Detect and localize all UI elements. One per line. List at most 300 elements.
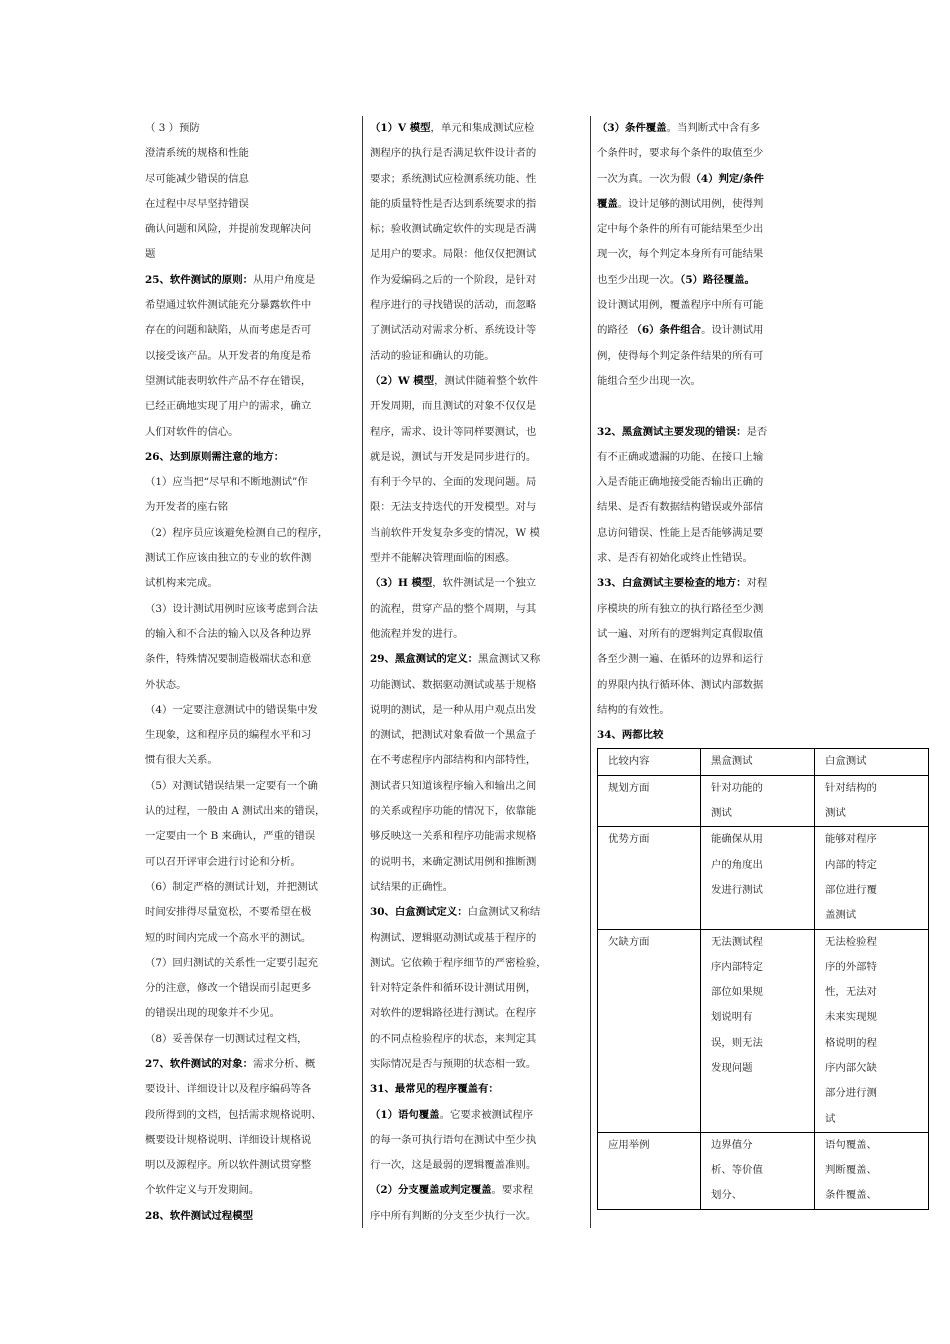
body-text: 的界限内执行循环体、测试内部数据 [597, 678, 764, 691]
text-line [370, 951, 584, 976]
body-text: 需求分析、概 [252, 1057, 316, 1070]
body-text: 功能测试、数据驱动测试或基于规格 [370, 678, 537, 691]
text-line [145, 293, 357, 318]
text-line [597, 546, 937, 571]
body-text: （ 3 ）预防 [145, 122, 200, 134]
header-label: 黑盒测试 [711, 755, 753, 768]
cell-text: 能够对程序 [825, 833, 877, 846]
text-line [145, 951, 357, 976]
body-text: （3）设计测试用例时应该考虑到合法 [145, 602, 318, 615]
body-text: 希望通过软件测试能充分暴露软件中 [145, 299, 312, 312]
cell-text: 测试 [711, 807, 732, 820]
text-line [145, 394, 357, 419]
body-text: 的关系或程序功能的情况下，依靠能 [370, 805, 537, 818]
cell-text: 发进行测试 [711, 883, 763, 896]
table-body [598, 775, 929, 1209]
text-line [370, 116, 584, 141]
body-text: （6）制定严格的测试计划，并把测试 [145, 880, 318, 893]
text-line [145, 1052, 357, 1077]
text-line [597, 167, 937, 192]
body-text: 结构的有效性。 [597, 703, 670, 716]
body-text: 程序，需求、设计等同样要测试，也 [370, 425, 537, 438]
table-header-cell [701, 749, 815, 775]
cell-text: 试 [825, 1112, 836, 1125]
body-text: 测程序的执行是否满足软件设计者的 [370, 147, 537, 160]
text-line [597, 116, 937, 141]
body-text: 为开发者的座右铭 [145, 501, 229, 514]
text-line [370, 420, 584, 445]
table-cell [815, 1132, 929, 1209]
body-text: 的错误出现的现象并不少见。 [145, 1007, 281, 1020]
body-text: 时间安排得尽量宽松，不要希望在极 [145, 906, 312, 919]
body-text: 个条件时，要求每个条件的取值至少 [597, 147, 764, 160]
body-text: ，单元和集成测试应检 [430, 122, 535, 134]
text-line [145, 521, 357, 546]
body-text: 限：无法支持迭代的开发模型。对与 [370, 501, 537, 514]
text-line [370, 875, 584, 900]
text-line [597, 217, 937, 242]
text-line [145, 192, 357, 217]
text-line [597, 495, 937, 520]
text-line [370, 445, 584, 470]
text-line [370, 673, 584, 698]
text-line [145, 445, 357, 470]
body-text: 对程 [746, 577, 768, 590]
cell-text: 部位如果规 [711, 986, 763, 999]
body-text: （7）回归测试的关系性一定要引起充 [145, 956, 318, 969]
text-line [370, 1128, 584, 1153]
table-header-cell [598, 749, 701, 775]
cell-text: 语句覆盖、 [825, 1138, 877, 1151]
cell-text: 判断覆盖、 [825, 1164, 877, 1177]
text-line [145, 647, 357, 672]
body-text: 惯有很大关系。 [145, 754, 218, 767]
text-line [145, 824, 357, 849]
text-line [597, 242, 937, 267]
body-text: 。设计足够的测试用例，使得判 [617, 197, 764, 210]
text-line [145, 571, 357, 596]
body-text: 黑盒测试又称 [477, 653, 541, 666]
table-cell [701, 827, 815, 929]
body-text: 活动的验证和确认的功能。 [370, 349, 495, 362]
text-line [370, 647, 584, 672]
heading-text: 33、白盒测试主要检查的地方： [597, 577, 747, 590]
text-line [370, 1052, 584, 1077]
cell-text: 针对结构的 [825, 781, 877, 794]
body-text: 行一次，这是最弱的逻辑覆盖准则。 [370, 1159, 537, 1172]
body-text: 题 [145, 248, 156, 261]
cell-text: 测试 [825, 807, 846, 820]
header-label: 白盒测试 [825, 755, 867, 768]
body-text: 望测试能表明软件产品不存在错误， [145, 374, 312, 387]
cell-text: 未来实现规 [825, 1011, 877, 1024]
body-text: 段所得到的文档，包括需求规格说明、 [145, 1108, 322, 1121]
text-line [145, 116, 357, 141]
text-line [145, 673, 357, 698]
body-text: 一定要由一个 B 来确认，严重的错误 [145, 830, 316, 843]
table-cell [701, 1132, 815, 1209]
heading-text: 26、达到原则需注意的地方： [145, 450, 285, 463]
body-text: 针对特定条件和循环设计测试用例， [370, 982, 537, 995]
text-line [145, 420, 357, 445]
text-line [370, 799, 584, 824]
middle-column [370, 116, 584, 1229]
body-text: 了测试活动对需求分析、系统设计等 [370, 324, 537, 337]
column-divider [590, 116, 591, 1228]
table-row [598, 827, 929, 929]
body-text: 试结果的正确性。 [370, 880, 454, 893]
body-text: 概要设计规格说明、详细设计规格说 [145, 1133, 312, 1146]
text-line [597, 647, 937, 672]
cell-text: 发现问题 [711, 1061, 753, 1074]
body-text: 开发周期，而且测试的对象不仅仅是 [370, 400, 537, 413]
table-row [598, 1132, 929, 1209]
text-line [370, 1153, 584, 1178]
text-line [370, 900, 584, 925]
body-text: 对软件的逻辑路径进行测试。在程序 [370, 1007, 537, 1020]
body-text: 构测试、逻辑驱动测试或基于程序的 [370, 931, 537, 944]
text-line [145, 1103, 357, 1128]
comparison-table [597, 748, 929, 1209]
body-text: 澄清系统的规格和性能 [145, 147, 249, 160]
cell-text: 边界值分 [711, 1138, 753, 1151]
cell-text: 划分、 [711, 1189, 743, 1202]
text-line [370, 141, 584, 166]
cell-text: 户的角度出 [711, 858, 763, 871]
table-cell [815, 827, 929, 929]
text-line [145, 369, 357, 394]
body-text: 的路径 [597, 324, 632, 337]
text-line [145, 344, 357, 369]
text-line [145, 495, 357, 520]
body-text: ，测试伴随着整个软件 [434, 374, 538, 387]
body-text: （8）妥善保存一切测试过程文档， [145, 1032, 308, 1045]
body-text: 的说明书，来确定测试用例和推断测 [370, 855, 537, 868]
cell-text: 能确保从用 [711, 833, 763, 846]
body-text: 存在的问题和缺陷，从而考虑是否可 [145, 324, 312, 337]
text-line [145, 546, 357, 571]
heading-text: （5）路径覆盖。 [680, 273, 755, 286]
header-label: 比较内容 [608, 755, 650, 768]
body-text: 的不同点检验程序的状态，来判定其 [370, 1032, 537, 1045]
cell-text: 格说明的程 [825, 1036, 877, 1049]
table-header-row [598, 749, 929, 775]
text-line [597, 420, 937, 445]
body-text: 型并不能解决管理面临的困惑。 [370, 552, 516, 565]
body-text: 。它要求被测试程序 [439, 1108, 534, 1121]
body-text: 的测试，把测试对象看做一个黑盒子 [370, 729, 537, 742]
body-text: 测试工作应该由独立的专业的软件测 [145, 552, 312, 565]
text-line [370, 167, 584, 192]
text-line [145, 1178, 357, 1203]
text-line [145, 1077, 357, 1102]
text-line [597, 723, 937, 748]
text-line [145, 318, 357, 343]
column-divider [362, 116, 363, 1228]
body-text: （2）程序员应该避免检测自己的程序， [145, 526, 329, 539]
table-cell [701, 775, 815, 827]
cell-text: 性，无法对 [825, 986, 877, 999]
body-text: （5）对测试错误结果一定要有一个确 [145, 779, 318, 792]
text-line [370, 976, 584, 1001]
body-text: 说明的测试，是一种从用户观点出发 [370, 703, 537, 716]
body-text: 认的过程，一般由 A 测试出来的错误， [145, 805, 326, 818]
table-row [598, 775, 929, 827]
table-row [598, 929, 929, 1132]
body-text: 确认问题和风险，并提前发现解决问 [145, 223, 312, 236]
cell-text: 内部的特定 [825, 858, 877, 871]
body-text: 就是说，测试与开发是同步进行的。 [370, 450, 537, 463]
heading-text: 25、软件测试的原则： [145, 273, 253, 286]
text-line [370, 369, 584, 394]
text-line [370, 1204, 584, 1229]
text-line [597, 369, 937, 394]
body-text: 在不考虑程序内部结构和内部特性， [370, 754, 537, 767]
text-line [370, 1178, 584, 1203]
text-line [145, 1001, 357, 1026]
text-line [370, 1001, 584, 1026]
body-text: 的输入和不合法的输入以及各种边界 [145, 627, 312, 640]
body-text: 白盒测试又称结 [467, 906, 541, 919]
text-line [145, 698, 357, 723]
body-text: 已经正确地实现了用户的需求，确立 [145, 400, 312, 413]
body-text: 也至少出现一次。 [597, 273, 681, 286]
text-line [597, 344, 937, 369]
table-row-label-cell [598, 775, 701, 827]
text-line [597, 571, 937, 596]
body-text: （1）应当把“尽早和不断地测试”作 [145, 476, 308, 489]
text-line [370, 495, 584, 520]
body-text: 他流程并发的进行。 [370, 627, 464, 640]
text-line [370, 597, 584, 622]
body-text: 生现象，这和程序员的编程水平和习 [145, 729, 312, 742]
body-text: 人们对软件的信心。 [145, 425, 239, 438]
cell-text: 无法测试程 [711, 935, 763, 948]
text-line [370, 1027, 584, 1052]
body-text: 尽可能减少错误的信息 [145, 172, 249, 185]
text-line [145, 242, 357, 267]
text-line [370, 723, 584, 748]
cell-text: 规划方面 [608, 781, 650, 794]
text-line [145, 217, 357, 242]
body-text: 分的注意，修改一个错误而引起更多 [145, 982, 312, 995]
text-line [145, 597, 357, 622]
body-text: 序模块的所有独立的执行路径至少测 [597, 602, 764, 615]
text-line [370, 926, 584, 951]
text-line [145, 799, 357, 824]
blank-line [597, 394, 937, 419]
heading-text: （6）条件组合 [631, 324, 702, 337]
heading-text: 31、最常见的程序覆盖有： [370, 1083, 499, 1096]
body-text: 各至少测一遍、在循环的边界和运行 [597, 653, 764, 666]
table-row-label-cell [598, 929, 701, 1132]
cell-text: 部分进行测 [825, 1087, 877, 1100]
body-text: 设计测试用例，覆盖程序中所有可能 [597, 299, 764, 312]
text-line [597, 445, 937, 470]
text-line [370, 571, 584, 596]
text-line [597, 318, 937, 343]
body-text: 测试。它依赖于程序细节的严密检验， [370, 956, 547, 969]
heading-text: 34、两都比较 [597, 729, 664, 742]
body-text: 是否 [746, 425, 768, 438]
heading-text: （1）语句覆盖 [370, 1108, 440, 1121]
text-line [370, 192, 584, 217]
table-cell [815, 929, 929, 1132]
body-text: 有利于今早的、全面的发现问题。局 [370, 476, 537, 489]
body-text: 能的质量特性是否达到系统要求的指 [370, 197, 537, 210]
cell-text: 序内部欠缺 [825, 1061, 877, 1074]
text-line [145, 926, 357, 951]
heading-text: 30、白盒测试定义： [370, 906, 468, 919]
body-text: 够反映这一关系和程序功能需求规格 [370, 830, 537, 843]
text-line [145, 723, 357, 748]
text-line [597, 698, 937, 723]
text-line [145, 141, 357, 166]
text-line [370, 268, 584, 293]
body-text: ，软件测试是一个独立 [432, 577, 537, 590]
cell-text: 部位进行覆 [825, 883, 877, 896]
text-line [370, 622, 584, 647]
text-line [370, 217, 584, 242]
text-line [145, 622, 357, 647]
cell-text: 优势方面 [608, 833, 650, 846]
body-text: 。要求程 [491, 1184, 534, 1197]
text-line [370, 344, 584, 369]
body-text: 程序进行的寻找错误的活动，而忽略 [370, 299, 537, 312]
body-text: 在过程中尽早坚持错误 [145, 197, 249, 210]
body-text: 。设计测试用 [701, 324, 764, 337]
body-text: 作为爱编码之后的一个阶段，是针对 [370, 273, 537, 286]
heading-text: （3）H 模型 [370, 577, 433, 590]
body-text: （4）一定要注意测试中的错误集中发 [145, 703, 318, 716]
text-line [370, 1103, 584, 1128]
body-text: 入是否能正确地接受能否输出正确的 [597, 476, 764, 489]
heading-text: （2）W 模型 [370, 374, 435, 387]
text-line [370, 824, 584, 849]
text-line [597, 597, 937, 622]
text-line [597, 268, 937, 293]
text-line [597, 192, 937, 217]
text-line [370, 1077, 584, 1102]
heading-text: （3）条件覆盖 [597, 122, 667, 134]
text-line [597, 293, 937, 318]
text-line [370, 774, 584, 799]
left-column [145, 116, 357, 1229]
body-text: 的每一条可执行语句在测试中至少执 [370, 1133, 537, 1146]
text-line [145, 900, 357, 925]
text-line [597, 673, 937, 698]
text-line [370, 546, 584, 571]
body-text: 要设计、详细设计以及程序编码等各 [145, 1083, 312, 1096]
cell-text: 无法检验程 [825, 935, 877, 948]
text-line [145, 774, 357, 799]
text-line [370, 394, 584, 419]
table-header-cell [815, 749, 929, 775]
body-text: 。当判断式中含有多 [666, 122, 761, 134]
cell-text: 划说明有 [711, 1011, 753, 1024]
text-line [370, 470, 584, 495]
body-text: 定中每个条件的所有可能结果至少出 [597, 223, 764, 236]
table-row-label-cell [598, 827, 701, 929]
body-text: 从用户角度是 [252, 273, 316, 286]
text-line [370, 293, 584, 318]
table-row-label-cell [598, 1132, 701, 1209]
cell-text: 盖测试 [825, 909, 857, 922]
text-line [370, 748, 584, 773]
text-line [370, 850, 584, 875]
body-text: 以接受该产品。从开发者的角度是希 [145, 349, 312, 362]
cell-text: 序内部特定 [711, 960, 763, 973]
body-text: 一次为真。一次为假 [597, 172, 691, 185]
body-text: 短的时间内完成一个高水平的测试。 [145, 931, 312, 944]
body-text: 条件，特殊情况要制造极端状态和意 [145, 653, 312, 666]
heading-text: （2）分支覆盖或判定覆盖 [370, 1184, 492, 1197]
text-line [597, 521, 937, 546]
cell-text: 应用举例 [608, 1138, 650, 1151]
body-text: 足用户的要求。局限：他仅仅把测试 [370, 248, 537, 261]
body-text: 求、是否有初始化或终止性错误。 [597, 552, 753, 565]
text-line [145, 1128, 357, 1153]
body-text: 息访问错误、性能上是否能够满足要 [597, 526, 764, 539]
heading-text: 覆盖 [597, 197, 618, 210]
cell-text: 析、等价值 [711, 1164, 763, 1177]
text-line [145, 470, 357, 495]
body-text: 个软件定义与开发期间。 [145, 1184, 260, 1197]
body-text: 试一遍、对所有的逻辑判定真假取值 [597, 627, 764, 640]
text-line [145, 748, 357, 773]
heading-text: （1）V 模型 [370, 122, 431, 134]
body-text: 实际情况是否与预期的状态相一致。 [370, 1057, 537, 1070]
text-line [145, 268, 357, 293]
text-line [370, 318, 584, 343]
cell-text: 条件覆盖、 [825, 1189, 877, 1202]
text-line [145, 976, 357, 1001]
heading-text: 28、软件测试过程模型 [145, 1209, 253, 1222]
body-text: 能组合至少出现一次。 [597, 374, 701, 387]
text-line [370, 698, 584, 723]
body-text: 有不正确或遗漏的功能、在接口上输 [597, 450, 764, 463]
right-column-text [597, 116, 937, 748]
right-column [597, 116, 937, 1210]
body-text: 可以召开评审会进行讨论和分析。 [145, 855, 301, 868]
body-text: 结果、是否有数据结构错误或外部信 [597, 501, 764, 514]
body-text: 标；验收测试确定软件的实现是否满 [370, 223, 537, 236]
text-line [145, 1027, 357, 1052]
text-line [370, 242, 584, 267]
body-text: 外状态。 [145, 678, 187, 691]
heading-text: （4）判定/条件 [690, 172, 764, 185]
table-cell [701, 929, 815, 1132]
text-line [597, 141, 937, 166]
cell-text: 欠缺方面 [608, 935, 650, 948]
body-text: 测试者只知道该程序输入和输出之间 [370, 779, 537, 792]
body-text: 的流程，贯穿产品的整个周期，与其 [370, 602, 537, 615]
text-line [145, 1204, 357, 1229]
body-text: 要求；系统测试应检测系统功能、性 [370, 172, 537, 185]
text-line [597, 622, 937, 647]
body-text: 现一次，每个判定本身所有可能结果 [597, 248, 764, 261]
cell-text: 针对功能的 [711, 781, 763, 794]
heading-text: 32、黑盒测试主要发现的错误： [597, 425, 747, 438]
heading-text: 29、黑盒测试的定义： [370, 653, 478, 666]
text-line [145, 167, 357, 192]
cell-text: 误，则无法 [711, 1036, 763, 1049]
body-text: 例，使得每个判定条件结果的所有可 [597, 349, 764, 362]
text-line [145, 850, 357, 875]
text-line [145, 1153, 357, 1178]
body-text: 试机构来完成。 [145, 577, 218, 590]
text-line [370, 521, 584, 546]
